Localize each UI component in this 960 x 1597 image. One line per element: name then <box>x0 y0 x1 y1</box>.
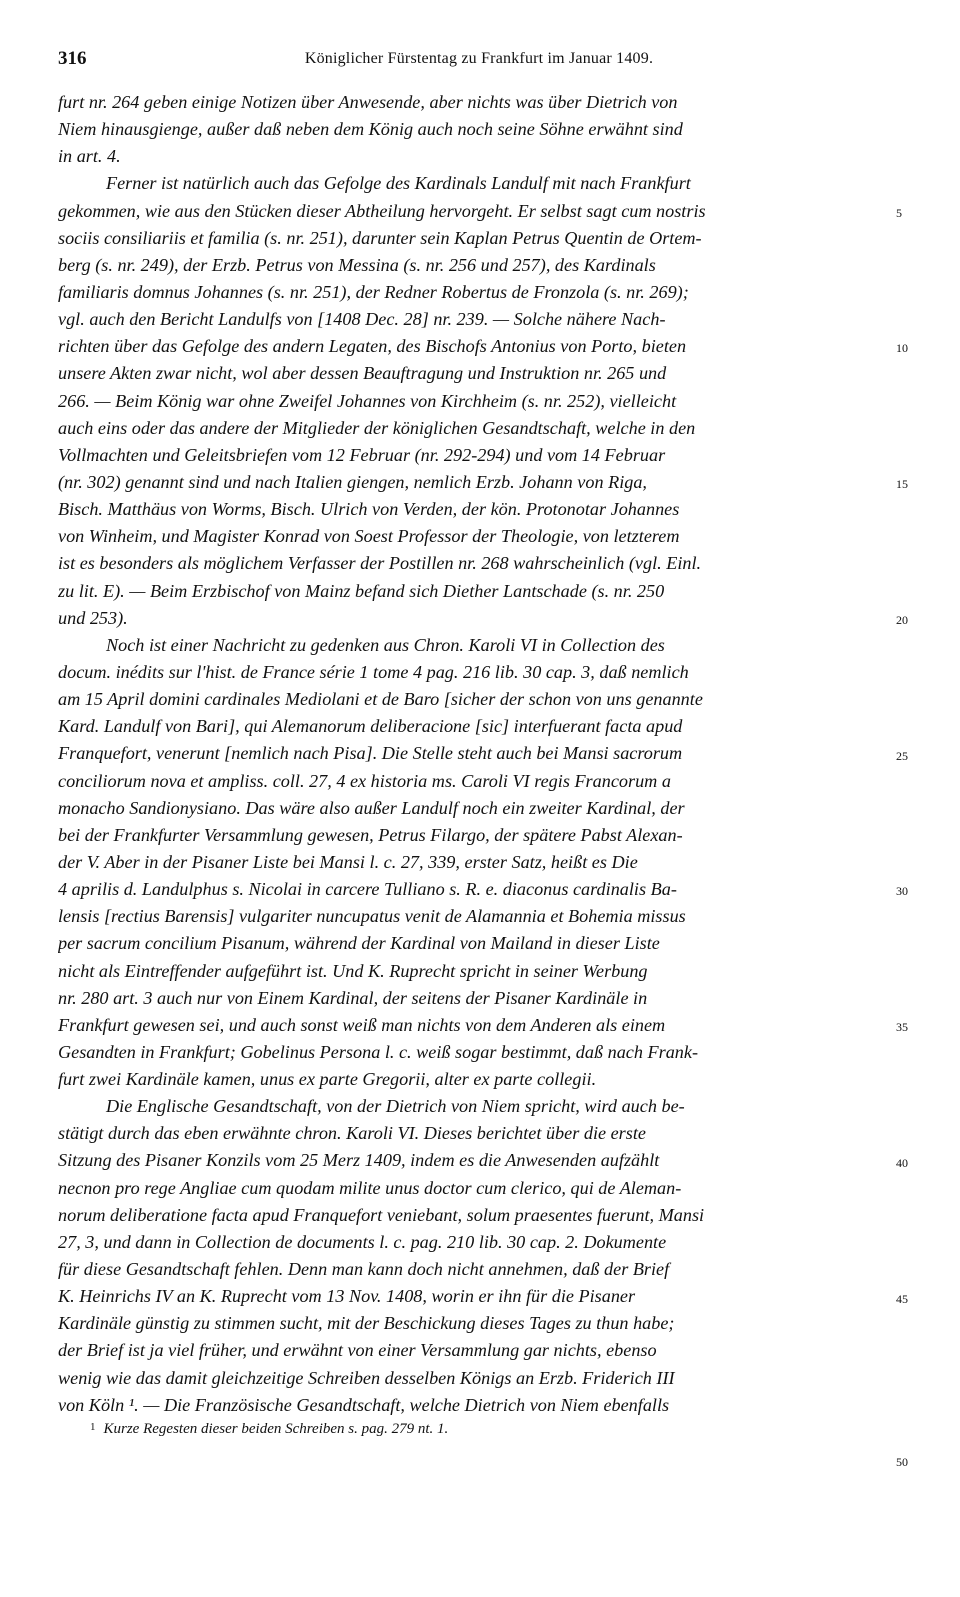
text-line: in art. 4. <box>58 146 121 167</box>
text-line: Kard. Landulf von Bari], qui Alemanorum deliberacione [sic] interfuerant facta apud <box>58 716 683 737</box>
line-number: 50 <box>896 1454 908 1469</box>
text-line: furt zwei Kardinäle kamen, unus ex parte Gregorii, alter ex parte collegii. <box>58 1069 597 1090</box>
text-line: 266. — Beim König war ohne Zweifel Johannes von Kirchheim (s. nr. 252), vielleicht <box>58 390 677 411</box>
text-line: norum deliberatione facta apud Franquefort veniebant, solum praesentes fuerunt, Mansi <box>58 1204 705 1225</box>
line-number: 40 <box>896 1155 908 1170</box>
text-line: lensis [rectius Barensis] vulgariter nuncupatus venit de Alamannia et Bohemia missus <box>58 906 686 927</box>
line-number: 5 <box>896 205 902 220</box>
text-line: stätigt durch das eben erwähnte chron. Karoli VI. Dieses berichtet über die erste <box>58 1123 646 1144</box>
text-line: nr. 280 art. 3 auch nur von Einem Kardinal, der seitens der Pisaner Kardinäle in <box>58 987 648 1008</box>
text-line: von Winheim, und Magister Konrad von Soest Professor der Theologie, von letzterem <box>58 526 680 547</box>
text-line: Die Englische Gesandtschaft, von der Dietrich von Niem spricht, wird auch be- <box>106 1096 685 1117</box>
text-line: gekommen, wie aus den Stücken dieser Abtheilung hervorgeht. Er selbst sagt cum nostris <box>58 200 706 221</box>
text-line: für diese Gesandtschaft fehlen. Denn man kann doch nicht annehmen, daß der Brief <box>58 1259 670 1280</box>
text-line: K. Heinrichs IV an K. Ruprecht vom 13 Nov. 1408, worin er ihn für die Pisaner <box>58 1286 636 1307</box>
text-line: Franquefort, venerunt [nemlich nach Pisa]. Die Stelle steht auch bei Mansi sacrorum <box>58 743 683 764</box>
footnote <box>90 1421 448 1438</box>
line-number: 35 <box>896 1020 908 1035</box>
text-line: zu lit. E). — Beim Erzbischof von Mainz befand sich Diether Lantschade (s. nr. 250 <box>58 580 665 601</box>
text-line: familiaris domnus Johannes (s. nr. 251), der Redner Robertus de Fronzola (s. nr. 269); <box>58 281 689 302</box>
text-line: nicht als Eintreffender aufgeführt ist. Und K. Ruprecht spricht in seiner Werbung <box>58 960 648 981</box>
text-line: per sacrum concilium Pisanum, während der Kardinal von Mailand in dieser Liste <box>58 933 660 954</box>
body-text <box>58 89 883 1419</box>
text-line: am 15 April domini cardinales Mediolani et de Baro [sicher der schon von uns genannte <box>58 689 703 710</box>
text-line: necnon pro rege Angliae cum quodam milite unus doctor cum clerico, qui de Aleman- <box>58 1177 682 1198</box>
text-line: docum. inédits sur l'hist. de France série 1 tome 4 pag. 216 lib. 30 cap. 3, daß nemlich <box>58 661 689 682</box>
page-number: 316 <box>58 48 87 69</box>
text-line: der Brief ist ja viel früher, und erwähnt von einer Versammlung gar nichts, ebenso <box>58 1340 657 1361</box>
text-line: richten über das Gefolge des andern Legaten, des Bischofs Antonius von Porto, bieten <box>58 336 687 357</box>
page-header <box>58 48 900 74</box>
text-line: furt nr. 264 geben einige Notizen über Anwesende, aber nichts was über Dietrich von <box>58 92 678 112</box>
text-line: Niem hinausgienge, außer daß neben dem König auch noch seine Söhne erwähnt sind <box>58 119 683 140</box>
text-line: und 253). <box>58 607 128 628</box>
text-line: monacho Sandionysiano. Das wäre also außer Landulf noch ein zweiter Kardinal, der <box>58 797 685 818</box>
text-line: Frankfurt gewesen sei, und auch sonst weiß man nichts von dem Anderen als einem <box>58 1014 666 1035</box>
text-line: berg (s. nr. 249), der Erzb. Petrus von Messina (s. nr. 256 und 257), des Kardinals <box>58 254 656 275</box>
text-line: conciliorum nova et ampliss. coll. 27, 4 ex historia ms. Caroli VI regis Francorum a <box>58 770 671 791</box>
text-line: Sitzung des Pisaner Konzils vom 25 Merz 1409, indem es die Anwesenden aufzählt <box>58 1150 660 1171</box>
line-number: 15 <box>896 477 908 492</box>
text-line: Bisch. Matthäus von Worms, Bisch. Ulrich von Verden, der kön. Protonotar Johannes <box>58 499 680 520</box>
footnote-mark: 1 <box>90 1421 96 1433</box>
text-line: unsere Akten zwar nicht, wol aber dessen Beauftragung und Instruktion nr. 265 und <box>58 363 667 384</box>
footnote-text: Kurze Regesten dieser beiden Schreiben s. pag. 279 nt. 1. <box>103 1421 449 1437</box>
text-line: Kardinäle günstig zu stimmen sucht, mit der Beschickung dieses Tages zu thun habe; <box>58 1313 675 1334</box>
text-line: 27, 3, und dann in Collection de documents l. c. pag. 210 lib. 30 cap. 2. Dokumente <box>58 1231 667 1252</box>
text-line: von Köln ¹. — Die Französische Gesandtschaft, welche Dietrich von Niem ebenfalls <box>58 1394 670 1415</box>
text-line: Ferner ist natürlich auch das Gefolge des Kardinals Landulf mit nach Frankfurt <box>106 173 691 194</box>
text-line: der V. Aber in der Pisaner Liste bei Mansi l. c. 27, 339, erster Satz, heißt es Die <box>58 851 638 872</box>
line-number: 45 <box>896 1291 908 1306</box>
text-line: auch eins oder das andere der Mitglieder der königlichen Gesandtschaft, welche in den <box>58 417 696 438</box>
running-title: Königlicher Fürstentag zu Frankfurt im Januar 1409. <box>304 50 654 67</box>
line-number: 20 <box>896 612 908 627</box>
text-line: bei der Frankfurter Versammlung gewesen, Petrus Filargo, der spätere Pabst Alexan- <box>58 824 683 845</box>
text-line: sociis consiliariis et familia (s. nr. 251), darunter sein Kaplan Petrus Quentin de Ortem- <box>58 227 702 248</box>
line-number: 25 <box>896 748 908 763</box>
text-line: vgl. auch den Bericht Landulfs von [1408 Dec. 28] nr. 239. — Solche nähere Nach- <box>58 309 666 330</box>
text-line: wenig wie das damit gleichzeitige Schreiben desselben Königs an Erzb. Friderich III <box>58 1367 675 1388</box>
text-line: Gesandten in Frankfurt; Gobelinus Persona l. c. weiß sogar bestimmt, daß nach Frank- <box>58 1041 699 1062</box>
line-number: 30 <box>896 884 908 899</box>
text-line: (nr. 302) genannt sind und nach Italien giengen, nemlich Erzb. Johann von Riga, <box>58 471 647 492</box>
text-line: 4 aprilis d. Landulphus s. Nicolai in carcere Tulliano s. R. e. diaconus cardinalis Ba- <box>58 879 677 900</box>
text-line: Vollmachten und Geleitsbriefen vom 12 Februar (nr. 292-294) und vom 14 Februar <box>58 444 666 465</box>
text-line: ist es besonders als möglichem Verfasser der Postillen nr. 268 wahrscheinlich (vgl. Einl. <box>58 553 702 574</box>
line-number: 10 <box>896 341 908 356</box>
text-line: Noch ist einer Nachricht zu gedenken aus Chron. Karoli VI in Collection des <box>106 634 665 655</box>
